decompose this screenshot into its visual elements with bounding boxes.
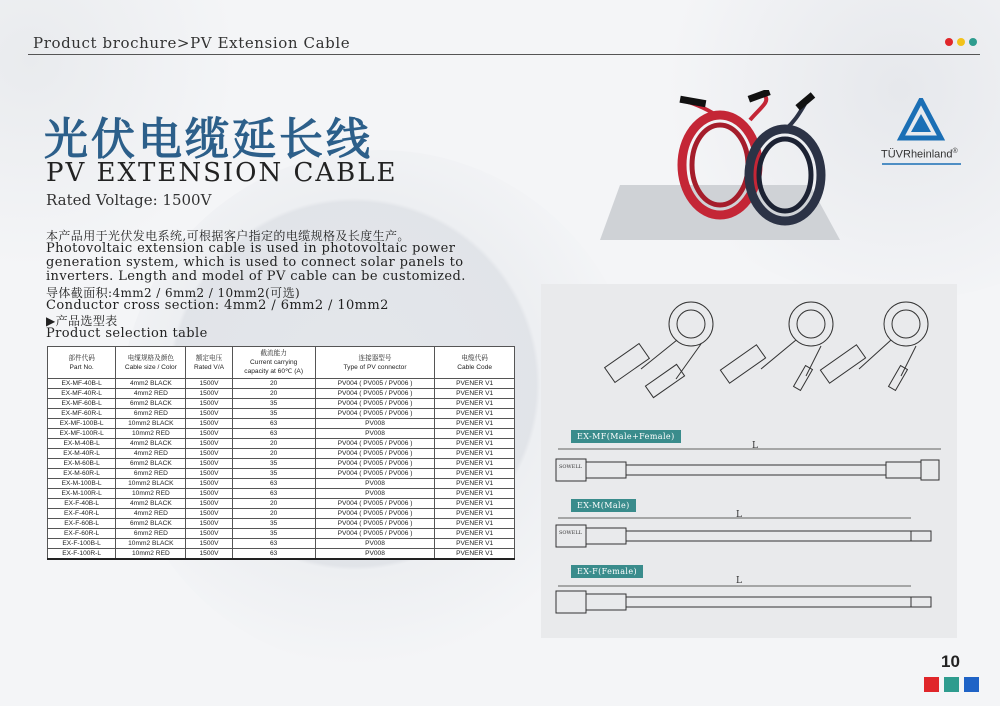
table-cell: PV004 ( PV005 / PV006 ) [315, 399, 435, 409]
ex-mf-tag: EX-MF(Male+Female) [571, 430, 681, 443]
breadcrumb: Product brochure>PV Extension Cable [33, 34, 351, 52]
table-cell: 1500V [186, 479, 232, 489]
table-cell: PV008 [315, 429, 435, 439]
table-cell: 35 [232, 529, 315, 539]
table-cell: 20 [232, 449, 315, 459]
table-cell: PVENER V1 [435, 439, 515, 449]
table-row [48, 389, 515, 399]
table-cell: 10mm2 BLACK [116, 479, 186, 489]
table-cell: EX-MF-100R-L [48, 429, 116, 439]
table-cell: 35 [232, 519, 315, 529]
table-row [48, 529, 515, 539]
table-cell: EX-F-60R-L [48, 529, 116, 539]
selection-table-heading: Product selection table [46, 326, 208, 341]
table-cell: EX-M-40R-L [48, 449, 116, 459]
table-row [48, 519, 515, 529]
table-cell: 4mm2 RED [116, 389, 186, 399]
table-cell: PVENER V1 [435, 469, 515, 479]
table-cell: PVENER V1 [435, 429, 515, 439]
table-cell: EX-MF-40R-L [48, 389, 116, 399]
table-cell: 20 [232, 389, 315, 399]
table-cell: 63 [232, 489, 315, 499]
table-cell: EX-M-100B-L [48, 479, 116, 489]
conductor-section-cn: 导体截面积:4mm2 / 6mm2 / 10mm2(可选) [46, 286, 301, 300]
col-current: 截流能力 Current carrying capacity at 60℃ (A) [232, 347, 315, 379]
table-cell: EX-M-40B-L [48, 439, 116, 449]
table-cell: 63 [232, 549, 315, 560]
ex-f-tag: EX-F(Female) [571, 565, 643, 578]
table-cell: PVENER V1 [435, 449, 515, 459]
header-divider [28, 54, 980, 55]
table-cell: PV004 ( PV005 / PV006 ) [315, 529, 435, 539]
connector-illustrations [541, 284, 957, 638]
table-cell: PV004 ( PV005 / PV006 ) [315, 509, 435, 519]
tuv-logo-text: TÜVRheinland® [881, 148, 958, 161]
col-connector: 连接器型号 Type of PV connector [315, 347, 435, 379]
table-cell: EX-M-60R-L [48, 469, 116, 479]
table-cell: EX-F-40B-L [48, 499, 116, 509]
table-cell: 1500V [186, 489, 232, 499]
table-cell: 10mm2 RED [116, 489, 186, 499]
table-cell: 1500V [186, 519, 232, 529]
description-cn: 本产品用于光伏发电系统,可根据客户指定的电缆规格及长度生产。 [46, 229, 410, 243]
table-cell: PV008 [315, 539, 435, 549]
table-cell: 6mm2 RED [116, 529, 186, 539]
table-cell: EX-M-60B-L [48, 459, 116, 469]
table-row [48, 449, 515, 459]
table-cell: 1500V [186, 449, 232, 459]
table-cell: PV004 ( PV005 / PV006 ) [315, 449, 435, 459]
table-cell: PV008 [315, 549, 435, 560]
table-cell: 1500V [186, 539, 232, 549]
table-cell: EX-MF-60B-L [48, 399, 116, 409]
table-cell: PVENER V1 [435, 539, 515, 549]
table-cell: PVENER V1 [435, 519, 515, 529]
table-cell: 6mm2 BLACK [116, 459, 186, 469]
cable-diagram-panel [541, 284, 957, 638]
table-cell: 20 [232, 439, 315, 449]
table-cell: 1500V [186, 429, 232, 439]
product-selection-table [47, 346, 515, 560]
page-number: 10 [941, 652, 960, 671]
table-cell: 10mm2 RED [116, 429, 186, 439]
table-row [48, 409, 515, 419]
table-row [48, 539, 515, 549]
table-cell: 1500V [186, 409, 232, 419]
table-cell: 20 [232, 499, 315, 509]
teal-dot-icon [969, 38, 977, 46]
rated-voltage: Rated Voltage: 1500V [46, 191, 212, 209]
table-cell: PV008 [315, 419, 435, 429]
table-cell: 10mm2 RED [116, 549, 186, 560]
col-cable-size: 电缆规格及颜色 Cable size / Color [116, 347, 186, 379]
table-cell: EX-F-100R-L [48, 549, 116, 560]
table-cell: EX-F-100B-L [48, 539, 116, 549]
description-line: inverters. Length and model of PV cable can be customized. [46, 269, 466, 284]
table-cell: 1500V [186, 509, 232, 519]
table-cell: 1500V [186, 529, 232, 539]
table-cell: 63 [232, 419, 315, 429]
table-cell: 20 [232, 509, 315, 519]
red-dot-icon [945, 38, 953, 46]
table-cell: 6mm2 BLACK [116, 399, 186, 409]
table-cell: 35 [232, 459, 315, 469]
table-cell: 4mm2 BLACK [116, 499, 186, 509]
table-cell: 4mm2 BLACK [116, 439, 186, 449]
table-row [48, 479, 515, 489]
table-row [48, 549, 515, 560]
table-cell: PVENER V1 [435, 459, 515, 469]
table-row [48, 509, 515, 519]
table-cell: PV004 ( PV005 / PV006 ) [315, 389, 435, 399]
table-cell: 10mm2 BLACK [116, 539, 186, 549]
table-cell: 4mm2 RED [116, 449, 186, 459]
length-label: L [752, 441, 758, 451]
table-cell: PVENER V1 [435, 529, 515, 539]
table-cell: 6mm2 RED [116, 469, 186, 479]
table-cell: PV008 [315, 489, 435, 499]
table-cell: EX-MF-60R-L [48, 409, 116, 419]
table-row [48, 499, 515, 509]
table-cell: PVENER V1 [435, 509, 515, 519]
table-row [48, 419, 515, 429]
table-cell: EX-MF-100B-L [48, 419, 116, 429]
table-cell: 6mm2 BLACK [116, 519, 186, 529]
table-cell: PVENER V1 [435, 379, 515, 389]
connector-brand: SOWELL [559, 530, 582, 536]
connector-brand: SOWELL [559, 464, 582, 470]
table-cell: 20 [232, 379, 315, 389]
table-cell: 4mm2 RED [116, 509, 186, 519]
table-cell: PV004 ( PV005 / PV006 ) [315, 469, 435, 479]
table-cell: 1500V [186, 419, 232, 429]
table-row [48, 429, 515, 439]
table-cell: PV004 ( PV005 / PV006 ) [315, 459, 435, 469]
table-cell: PVENER V1 [435, 389, 515, 399]
blue-square-icon [964, 677, 979, 692]
table-cell: PV004 ( PV005 / PV006 ) [315, 379, 435, 389]
col-part-no: 部件代码 Part No. [48, 347, 116, 379]
table-cell: PVENER V1 [435, 489, 515, 499]
table-cell: PVENER V1 [435, 549, 515, 560]
table-cell: 63 [232, 539, 315, 549]
table-header-row [48, 347, 515, 379]
selection-table-heading-cn: ▶产品选型表 [46, 314, 118, 328]
table-row [48, 439, 515, 449]
yellow-dot-icon [957, 38, 965, 46]
page-title-chinese: 光伏电缆延长线 [44, 114, 373, 165]
table-cell: 35 [232, 469, 315, 479]
table-cell: EX-F-40R-L [48, 509, 116, 519]
table-cell: 63 [232, 479, 315, 489]
red-square-icon [924, 677, 939, 692]
table-cell: 6mm2 RED [116, 409, 186, 419]
description-line: generation system, which is used to connect solar panels to [46, 255, 464, 270]
cable-coils-photo [600, 90, 850, 250]
table-cell: 10mm2 BLACK [116, 419, 186, 429]
table-cell: PV004 ( PV005 / PV006 ) [315, 409, 435, 419]
table-row [48, 379, 515, 389]
table-cell: PVENER V1 [435, 419, 515, 429]
table-cell: 1500V [186, 439, 232, 449]
table-cell: 1500V [186, 469, 232, 479]
col-rated: 额定电压 Rated V/A [186, 347, 232, 379]
table-cell: 1500V [186, 499, 232, 509]
conductor-section: Conductor cross section: 4mm2 / 6mm2 / 10mm2 [46, 298, 389, 313]
table-cell: PV008 [315, 479, 435, 489]
length-label: L [736, 510, 742, 520]
table-cell: 1500V [186, 459, 232, 469]
table-cell: PV004 ( PV005 / PV006 ) [315, 519, 435, 529]
table-row [48, 469, 515, 479]
table-cell: EX-F-60B-L [48, 519, 116, 529]
col-cable-code: 电缆代码 Cable Code [435, 347, 515, 379]
description-line: Photovoltaic extension cable is used in photovoltaic power [46, 241, 456, 256]
table-cell: PV004 ( PV005 / PV006 ) [315, 499, 435, 509]
table-cell: 35 [232, 399, 315, 409]
table-row [48, 399, 515, 409]
table-cell: 35 [232, 409, 315, 419]
table-cell: PVENER V1 [435, 409, 515, 419]
table-cell: 1500V [186, 379, 232, 389]
table-cell: 1500V [186, 389, 232, 399]
table-cell: PV004 ( PV005 / PV006 ) [315, 439, 435, 449]
table-cell: PVENER V1 [435, 479, 515, 489]
ex-m-tag: EX-M(Male) [571, 499, 636, 512]
table-cell: EX-MF-40B-L [48, 379, 116, 389]
table-cell: 4mm2 BLACK [116, 379, 186, 389]
table-cell: 1500V [186, 399, 232, 409]
page-title: PV EXTENSION CABLE [46, 158, 398, 188]
teal-square-icon [944, 677, 959, 692]
table-cell: 63 [232, 429, 315, 439]
table-cell: EX-M-100R-L [48, 489, 116, 499]
table-cell: 1500V [186, 549, 232, 560]
table-row [48, 489, 515, 499]
length-label: L [736, 576, 742, 586]
table-cell: PVENER V1 [435, 399, 515, 409]
table-cell: PVENER V1 [435, 499, 515, 509]
table-row [48, 459, 515, 469]
